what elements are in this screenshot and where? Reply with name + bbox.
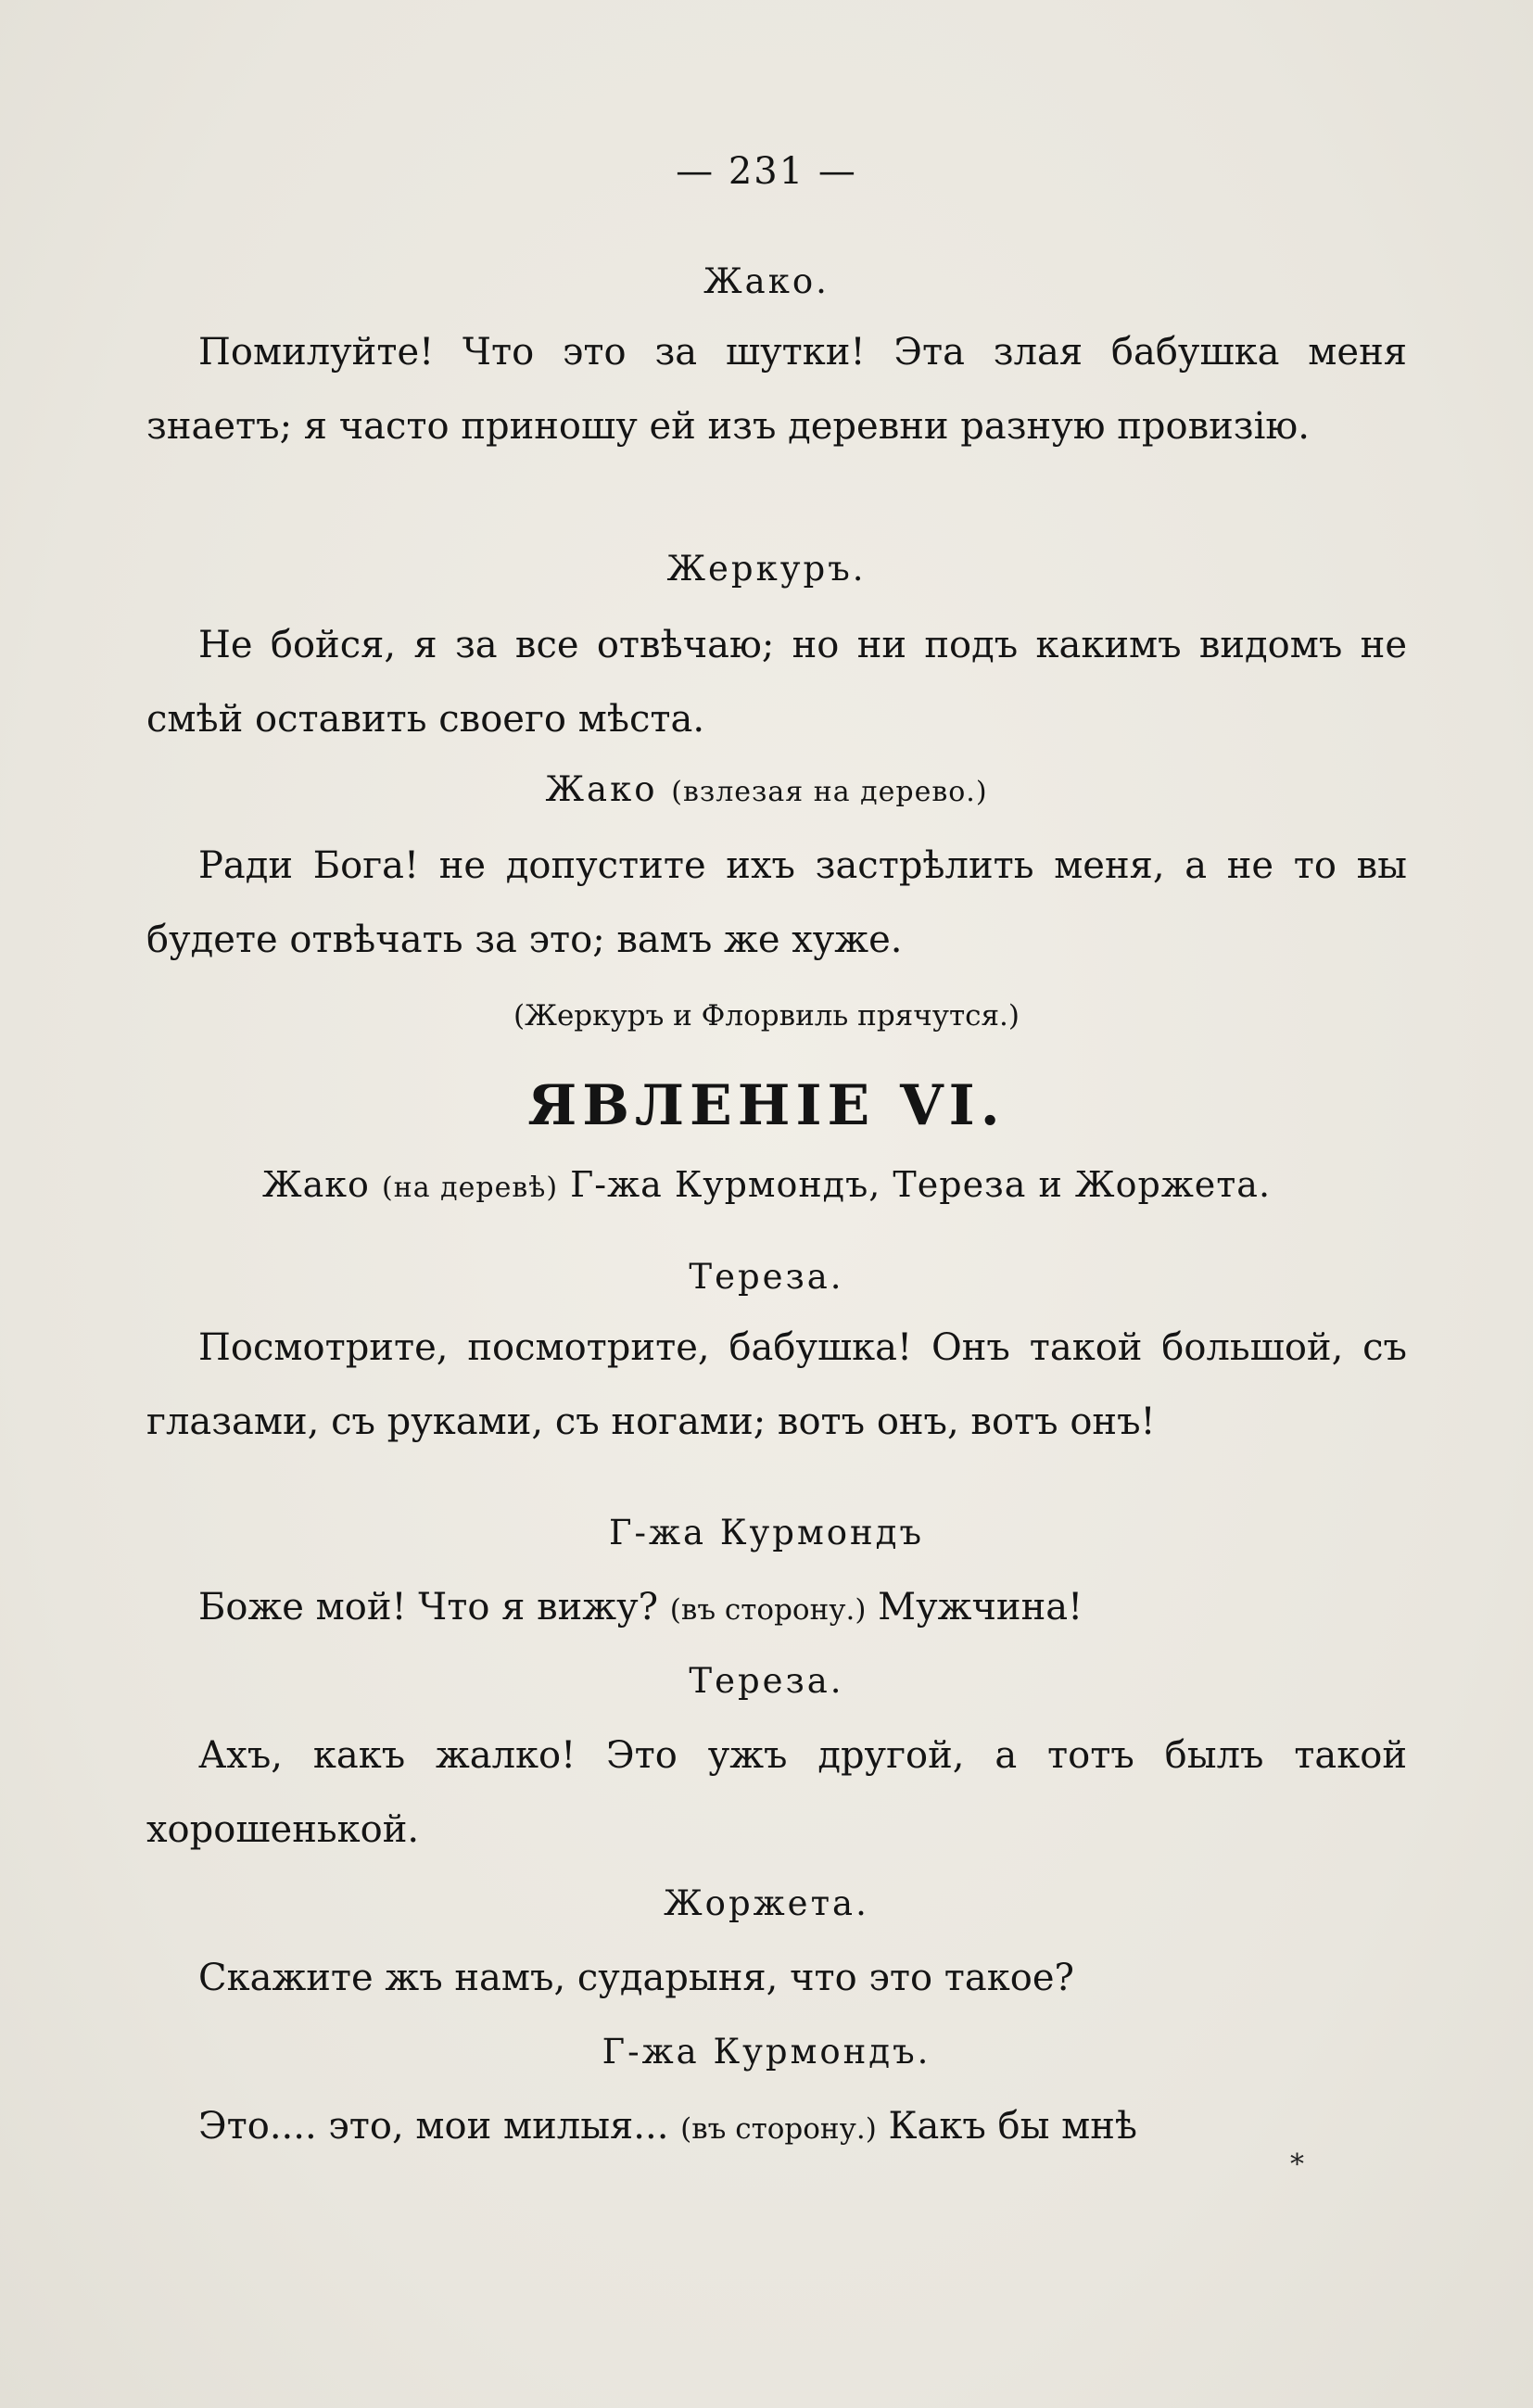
speech-tereza-2: Ахъ, какъ жалко! Это ужъ другой, а тотъ былъ такой хорошенькой. <box>146 1734 1407 1851</box>
speaker-zherkur: Жеркуръ. <box>666 549 867 589</box>
scene-cast: Жако (на деревѣ) Г-жа Курмондъ, Тереза и Жоржета. <box>261 1164 1272 1205</box>
speaker-kurmond-1: Г-жа Курмондъ <box>609 1513 924 1553</box>
speech-kurmond-2: Это.... это, мои милыя... (въ сторону.) Какъ бы мнѣ <box>198 2105 1138 2148</box>
speaker-zhorzheta: Жоржета. <box>664 1883 869 1923</box>
speech-tereza-1: Посмотрите, посмотрите, бабушка! Онъ такой большой, съ глазами, съ руками, съ ногами; вотъ онъ, вотъ онъ! <box>146 1326 1407 1443</box>
speaker-tereza-2: Тереза. <box>689 1661 844 1701</box>
stage-direction: (взлезая на дерево.) <box>671 776 988 808</box>
speech-zhorzheta: Скажите жъ намъ, сударыня, что это такое? <box>198 1957 1074 1999</box>
speaker-tereza-1: Тереза. <box>689 1257 844 1297</box>
speech-jacot-2: Ради Бога! не допустите ихъ застрѣлить меня, а не то вы будете отвѣчать за это; вамъ же хуже. <box>146 844 1407 961</box>
speaker-jacot-1: Жако. <box>703 261 830 301</box>
speaker-kurmond-2: Г-жа Курмондъ. <box>602 2032 931 2072</box>
speech-zherkur: Не бойся, я за все отвѣчаю; но ни подъ какимъ видомъ не смѣй оставить своего мѣста. <box>146 624 1407 741</box>
stage-direction-hide: (Жеркуръ и Флорвиль прячутся.) <box>513 999 1020 1033</box>
speech-jacot-1: Помилуйте! Что это за шутки! Эта злая бабушка меня знаетъ; я часто приношу ей изъ деревни разную провизію. <box>146 331 1407 448</box>
speaker-jacot-2: Жако (взлезая на дерево.) <box>545 769 988 809</box>
speech-kurmond-1: Боже мой! Что я вижу? (въ сторону.) Мужчина! <box>198 1586 1083 1629</box>
page-number: — 231 — <box>676 150 857 193</box>
printer-mark-icon: * <box>1290 2148 1304 2181</box>
scene-heading: ЯВЛЕНІЕ VI. <box>527 1073 1006 1138</box>
